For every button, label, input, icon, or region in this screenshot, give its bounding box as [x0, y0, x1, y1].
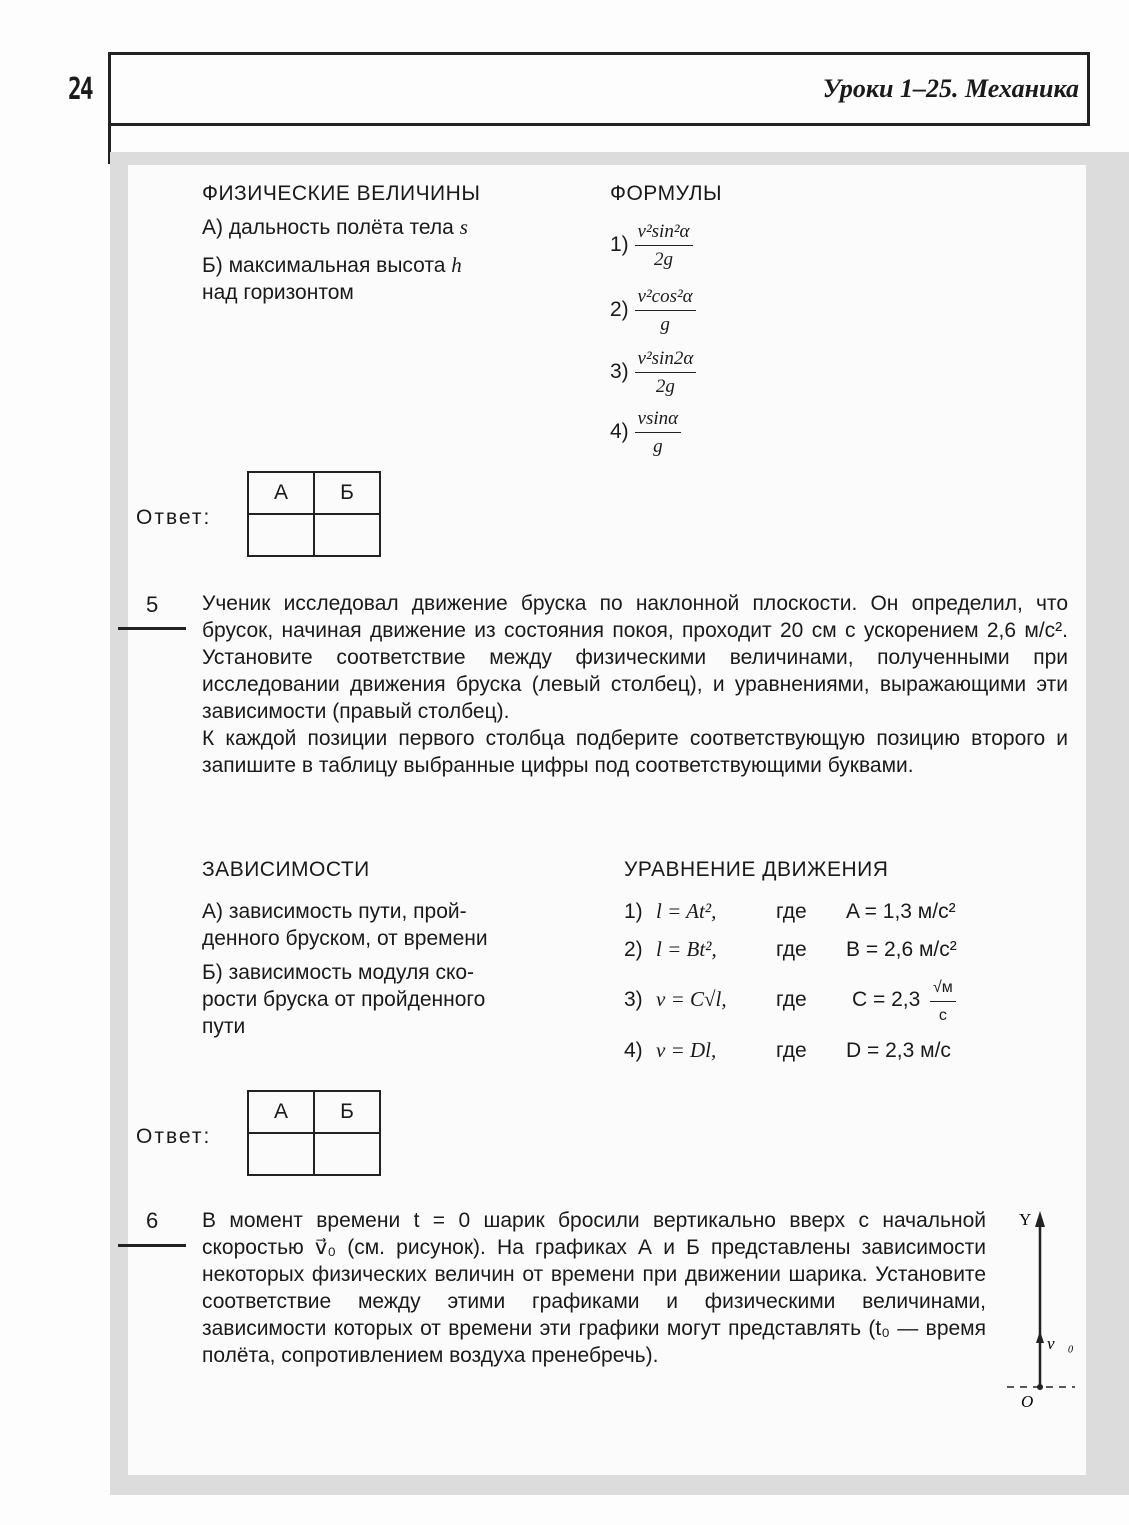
answer-cell-a[interactable] — [248, 1133, 314, 1175]
formula-3-fraction: $\frac{\text{v²sin2α}}{2g}$ — [635, 345, 697, 400]
formula-4: 4) $\frac{vsin\alpha}{g}$ — [610, 405, 681, 460]
task6-number: 6 — [146, 1208, 159, 1233]
task6-marker-line — [118, 1244, 186, 1247]
answer-header-b: Б — [314, 1091, 380, 1133]
task5-item-b: Б) зависимость модуля ско- рости бруска от пройденного пути — [202, 961, 486, 1038]
task4-item-b: Б) максимальная высота h над горизонтом — [202, 253, 462, 304]
page-number: 24 — [68, 72, 93, 107]
y-label: Y — [1019, 1210, 1032, 1229]
formula-1: 1) $\frac{\text{v²sin²α}}{2g}$ — [610, 218, 693, 273]
task5-marker-line — [118, 627, 186, 630]
formula-3: 3) $\frac{\text{v²sin2α}}{2g}$ — [610, 345, 696, 400]
answer-header-b: Б — [314, 472, 380, 514]
y-axis-arrow — [1035, 1211, 1045, 1227]
task5-left-heading: ЗАВИСИМОСТИ — [202, 858, 370, 881]
answer-cell-a[interactable] — [248, 514, 314, 556]
page-title: Уроки 1–25. Механика — [822, 74, 1079, 103]
v0-label: v⃗₀ — [1047, 1334, 1074, 1353]
formula-2: 2) $\frac{\text{v²cos²α}}{g}$ — [610, 283, 696, 338]
task5-right-heading: УРАВНЕНИЕ ДВИЖЕНИЯ — [624, 858, 889, 881]
velocity-arrow — [1036, 1331, 1044, 1343]
task4-item-a: А) дальность полёта тела s — [202, 215, 468, 239]
formula-2-fraction: $\frac{\text{v²cos²α}}{g}$ — [635, 283, 696, 338]
answer-cell-b[interactable] — [314, 514, 380, 556]
formula-1-fraction: $\frac{\text{v²sin²α}}{2g}$ — [635, 218, 693, 273]
equation-1: 1) l = At², где A = 1,3 м/с² — [624, 899, 956, 923]
task5-number: 5 — [146, 592, 159, 617]
origin-label: O — [1021, 1392, 1034, 1411]
task5-answer-table — [247, 1090, 381, 1176]
task4-right-heading: ФОРМУЛЫ — [610, 182, 723, 205]
equation-3: 3) v = C√l, где C = 2,3 √м с — [624, 986, 643, 1013]
answer-cell-b[interactable] — [314, 1133, 380, 1175]
equation-3-unit: √м с — [930, 974, 956, 1029]
throw-diagram — [1005, 1205, 1085, 1415]
task5-item-a: А) зависимость пути, прой- денного бруском, от времени — [202, 900, 488, 950]
task4-left-heading: ФИЗИЧЕСКИЕ ВЕЛИЧИНЫ — [202, 182, 481, 205]
task4-answer-label: Ответ: — [136, 506, 212, 529]
task6-text: В момент времени t = 0 шарик бросили вертикально вверх с начальной скоростью v⃗₀ (см. рисунок). На графиках А и Б представлены зависимости некоторых физических величин от времени при движении шарика. Установите соответствие между этими графиками и физическими величинами, зависимости которых от времени эти графики могут представлять (t₀ — время полёта, сопротивлением воздуха пренебречь). — [202, 1209, 986, 1367]
answer-header-a: А — [248, 1091, 314, 1133]
task5-text: Ученик исследовал движение бруска по наклонной плоскости. Он определил, что брусок, начиная движение из состояния покоя, проходит 20 см с ускорением 2,6 м/с². Установите соответствие между физическими величинами, полученными при исследовании движения бруска (левый столбец), и уравнениями, выражающими эти зависимости (правый столбец). К каждой позиции первого столбца подберите соответствующую позицию второго и запишите в таблицу выбранные цифры под соответствующими буквами. — [202, 592, 1068, 777]
equation-4: 4) v = Dl, где D = 2,3 м/с — [624, 1038, 951, 1062]
equation-2: 2) l = Bt², где B = 2,6 м/с² — [624, 937, 957, 961]
formula-4-fraction: $\frac{vsin\alpha}{g}$ — [635, 405, 682, 460]
task4-answer-table — [247, 471, 381, 557]
task5-answer-label: Ответ: — [136, 1125, 212, 1148]
ball — [1037, 1384, 1043, 1390]
answer-header-a: А — [248, 472, 314, 514]
